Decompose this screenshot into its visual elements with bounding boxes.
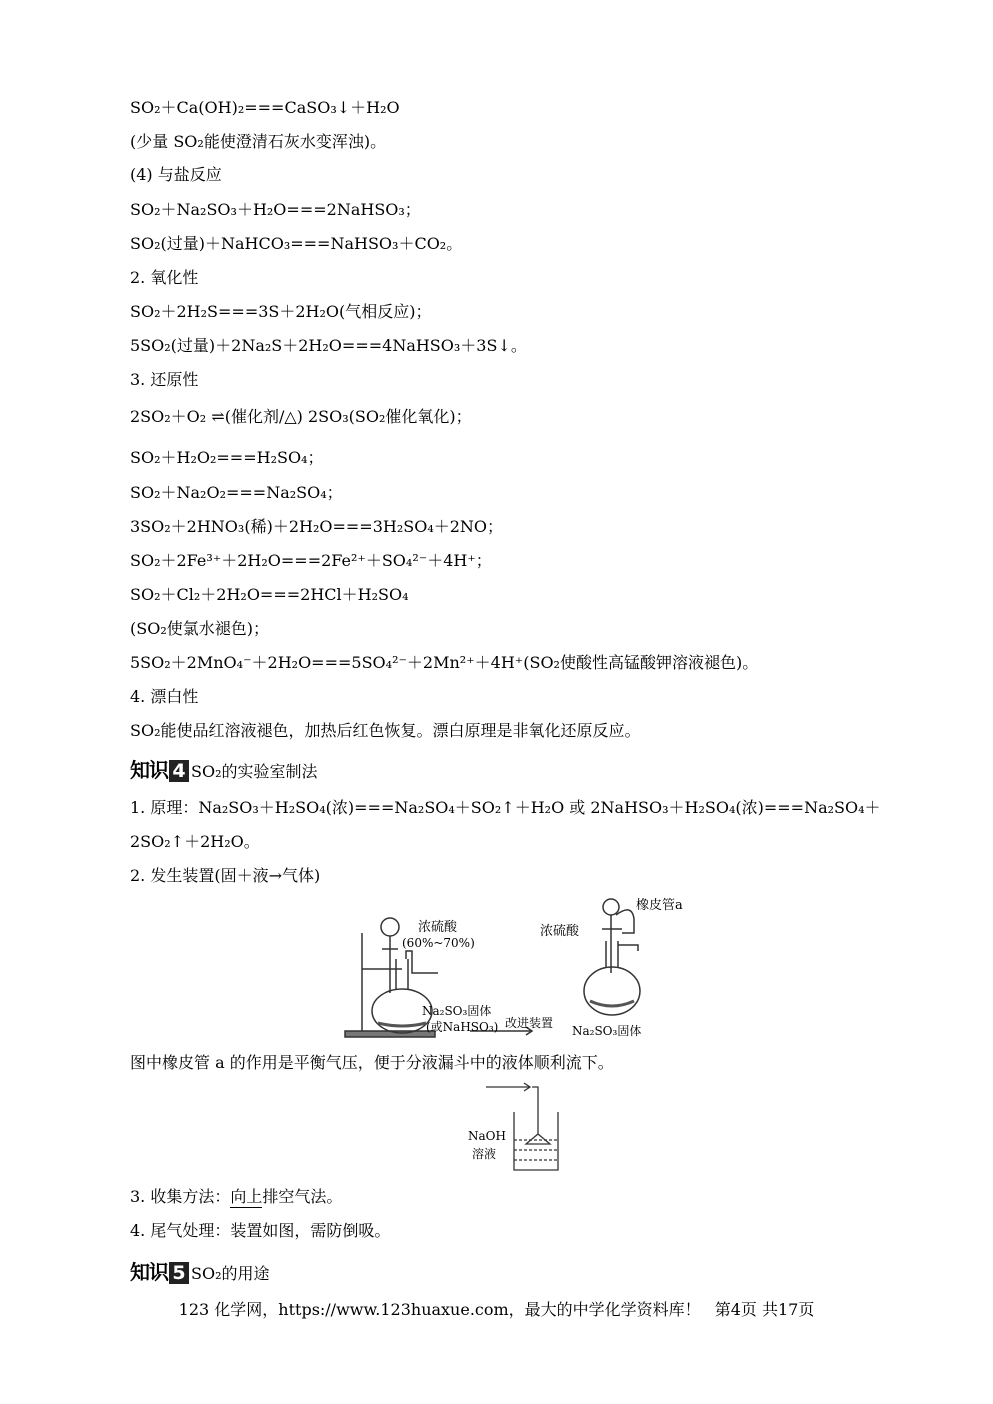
footer-site: 123 化学网，https://www.123huaxue.com，最大的中学化学资料库！ [178,1300,701,1319]
content-line: 3SO₂＋2HNO₃(稀)＋2H₂O===3H₂SO₄＋2NO； [130,517,504,536]
apparatus-title: 2. 发生装置(固＋液→气体) [130,866,321,885]
section-keyword: 知识 [130,758,168,782]
principle-line-1: 1. 原理：Na₂SO₃＋H₂SO₄(浓)===Na₂SO₄＋SO₂↑＋H₂O 或 2NaHSO₃＋H₂SO₄(浓)===Na₂SO₄＋ [130,798,881,817]
solution-label: 溶液 [472,1147,497,1161]
content-line: 3. 还原性 [130,370,199,389]
content-line: SO₂＋H₂O₂===H₂SO₄； [130,448,324,467]
section-heading-5: 知识 5 SO₂的用途 [130,1260,270,1284]
solid-label-3: Na₂SO₃固体 [572,1024,642,1038]
acid-label: 浓硫酸 [418,920,458,935]
naoh-label: NaOH [468,1129,506,1143]
content-line: SO₂＋Na₂SO₃＋H₂O===2NaHSO₃； [130,200,421,219]
content-line: SO₂＋Cl₂＋2H₂O===2HCl＋H₂SO₄ [130,585,409,604]
content-line: SO₂＋Na₂O₂===Na₂SO₄； [130,483,343,502]
rubber-tube-label: 橡皮管a [636,898,683,913]
content-line: SO₂＋2Fe³⁺＋2H₂O===2Fe²⁺＋SO₄²⁻＋4H⁺； [130,551,492,570]
principle-line-2: 2SO₂↑＋2H₂O。 [130,832,260,851]
page-footer [0,1297,993,1320]
section-number: 4 [169,760,189,782]
content-line: (4) 与盐反应 [130,165,222,184]
content-line: SO₂(过量)＋NaHCO₃===NaHSO₃＋CO₂。 [130,234,463,253]
collection-answer: 向上 [230,1187,263,1206]
tail-gas: 4. 尾气处理：装置如图，需防倒吸。 [130,1221,391,1240]
absorption-figure [466,1082,570,1176]
content-line: SO₂能使品红溶液褪色，加热后红色恢复。漂白原理是非氧化还原反应。 [130,721,641,740]
content-line: SO₂＋Ca(OH)₂===CaSO₃↓＋H₂O [130,98,400,117]
content-line: 5SO₂(过量)＋2Na₂S＋2H₂O===4NaHSO₃＋3S↓。 [130,336,527,355]
content-line: (少量 SO₂能使澄清石灰水变浑浊)。 [130,132,387,151]
content-line: 5SO₂＋2MnO₄⁻＋2H₂O===5SO₄²⁻＋2Mn²⁺＋4H⁺(SO₂使酸性高锰酸钾溶液褪色)。 [130,653,759,672]
section-title: SO₂的实验室制法 [191,762,318,781]
collection-method: 3. 收集方法：向上排空气法。 [130,1187,343,1206]
content-line: 2. 氧化性 [130,268,199,287]
content-line: 2SO₂＋O₂ ⇌(催化剂/△) 2SO₃(SO₂催化氧化)； [130,407,472,426]
section-heading-4 [130,754,318,783]
solid-label-alt: (或NaHSO₃) [426,1020,499,1034]
figure-note: 图中橡皮管 a 的作用是平衡气压，便于分液漏斗中的液体顺利流下。 [130,1053,614,1072]
footer-page: 第4页 共17页 [714,1300,815,1319]
content-line: SO₂＋2H₂S===3S＋2H₂O(气相反应)； [130,302,432,321]
solid-label: Na₂SO₃固体 [422,1004,492,1018]
content-line: (SO₂使氯水褪色)； [130,619,269,638]
acid-label-2: 浓硫酸 [540,924,580,939]
content-line: 4. 漂白性 [130,687,199,706]
apparatus-figure [340,893,720,1043]
acid-concentration: (60%~70%) [402,936,475,950]
improve-label: 改进装置 [505,1016,554,1030]
